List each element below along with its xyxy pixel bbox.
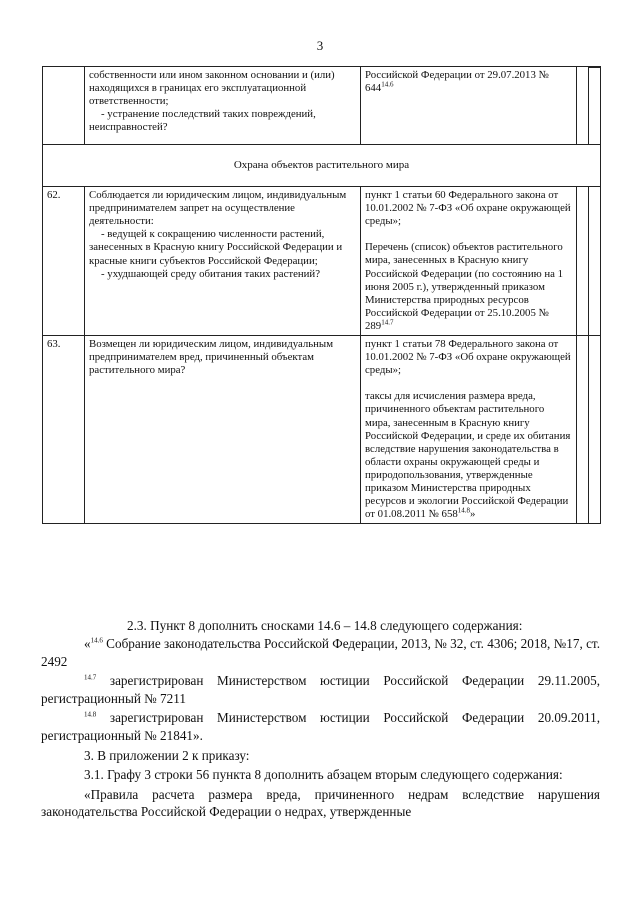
footnote-marker: 14.6: [381, 80, 394, 89]
footnote-marker: 14.6: [90, 636, 103, 645]
paragraph: «Правила расчета размера вреда, причиненного недрам вследствие нарушения законодательства Российской Федерации о недрах, утвержденные: [41, 786, 600, 820]
closing-quote: »: [470, 508, 476, 521]
reference-text: пункт 1 статьи 60 Федерального закона от 10.01.2002 № 7-ФЗ «Об охране окружающей среды»;: [365, 189, 571, 228]
question-text: Соблюдается ли юридическим лицом, индивидуальным предпринимателем запрет на осуществление деятельности:: [89, 189, 347, 228]
footnote-paragraph: [41, 635, 600, 670]
section-title: Охрана объектов растительного мира: [43, 145, 601, 187]
footnote-paragraph: [41, 709, 600, 744]
paragraph: 3.1. Графу 3 строки 56 пункта 8 дополнить абзацем вторым следующего содержания:: [84, 767, 563, 783]
open-quote: «: [84, 636, 91, 651]
question-cell: [85, 67, 361, 145]
question-text: собственности или ином законном основании и (или) находящихся в границах его эксплуатационной ответственности;: [89, 69, 335, 108]
paragraph: 3. В приложении 2 к приказу:: [84, 747, 250, 763]
reference-text: Российской Федерации от 29.07.2013 № 644: [365, 69, 549, 95]
answer-cell-no[interactable]: [589, 336, 601, 524]
reference-cell: [361, 336, 577, 524]
reference-cell: [361, 187, 577, 336]
page-number: 3: [316, 38, 324, 53]
answer-cell-no[interactable]: [589, 67, 601, 145]
footnote-text: Собрание законодательства Российской Федерации, 2013, № 32, ст. 4306; 2018, №17, ст. 2492: [41, 636, 600, 669]
reference-text: Перечень (список) объектов растительного мира, занесенных в Красную книгу Российской Федерации (по состоянию на 1 июня 2005 г.), утвержденный приказом Министерства природных ресурсов Российской Федерации от 25.10.2005 № 289: [365, 241, 564, 332]
question-item: - ухудшающей среду обитания таких растений?: [101, 267, 320, 280]
table-row: [43, 187, 601, 336]
reference-cell: [361, 67, 577, 145]
paragraph: 2.3. Пункт 8 дополнить сносками 14.6 – 14.8 следующего содержания:: [127, 618, 523, 633]
footnote-marker: 14.7: [381, 318, 394, 327]
reference-text: пункт 1 статьи 78 Федерального закона от 10.01.2002 № 7-ФЗ «Об охране окружающей среды»;: [365, 338, 571, 377]
footnotes-block: [41, 635, 600, 821]
question-text: Возмещен ли юридическим лицом, индивидуальным предпринимателем вред, причиненный объектам растительного мира?: [89, 338, 334, 377]
footnote-paragraph: [41, 672, 600, 707]
footnote-text: зарегистрирован Министерством юстиции Российской Федерации 29.11.2005, регистрационный № 7211: [41, 673, 600, 706]
footnote-marker: 14.7: [84, 673, 97, 682]
question-item: - ведущей к сокращению численности растений, занесенных в Красную книгу Российской Федерации и красные книги субъектов Российской Федерации;: [89, 228, 343, 267]
table-row: [43, 336, 601, 524]
table-section-row: [43, 145, 601, 187]
table-row-continuation: [43, 67, 601, 145]
footnote-marker: 14.8: [457, 506, 471, 515]
answer-cell-no[interactable]: [589, 187, 601, 336]
document-body: [84, 617, 600, 635]
footnote-text: зарегистрирован Министерством юстиции Российской Федерации 20.09.2011, регистрационный № 21841».: [41, 710, 600, 743]
row-number-cell: [43, 67, 85, 145]
footnote-marker: 14.8: [84, 710, 97, 719]
answer-cell-yes[interactable]: [577, 187, 589, 336]
reference-text: таксы для исчисления размера вреда, причиненного объектам растительного мира, занесенным в Красную книгу Российской Федерации, и среде их обитания вследствие нарушения законодательства в области охраны окружающей среды и природопользования, утвержденные приказом Министерства природных ресурсов и экологии Российской Федерации от 01.08.2011 № 658: [365, 390, 571, 521]
requirements-table: [42, 66, 601, 524]
question-item: - устранение последствий таких повреждений, неисправностей?: [89, 108, 316, 134]
row-number: 63.: [43, 336, 85, 524]
question-cell: [85, 187, 361, 336]
answer-cell-yes[interactable]: [577, 336, 589, 524]
question-cell: [85, 336, 361, 524]
row-number: 62.: [43, 187, 85, 336]
answer-cell-yes[interactable]: [577, 67, 589, 145]
